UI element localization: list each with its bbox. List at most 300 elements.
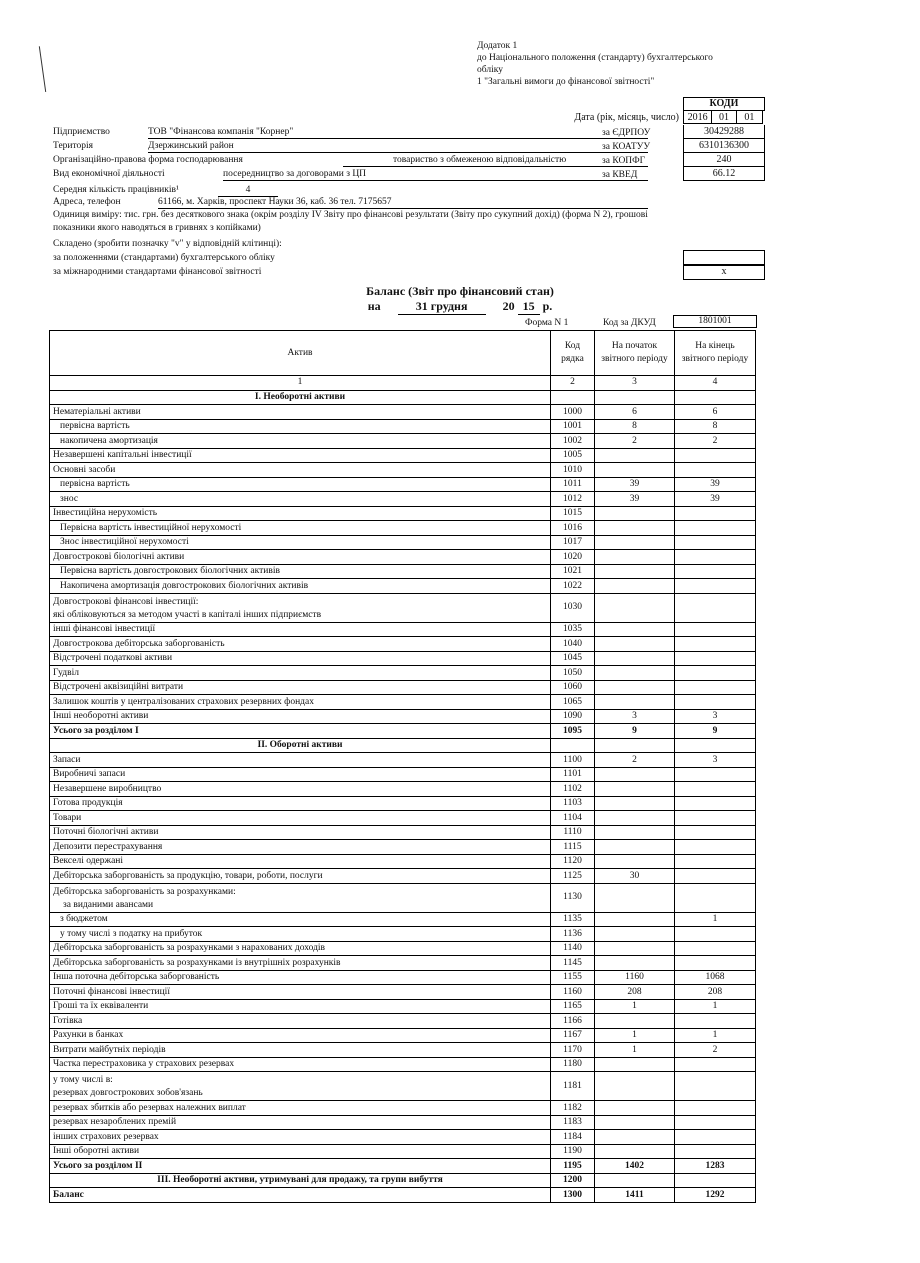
end-value-cell: [675, 666, 756, 681]
code-cell: 1140: [551, 941, 595, 956]
code-cell: 1195: [551, 1159, 595, 1174]
code-cell: 1103: [551, 796, 595, 811]
code-cell: 1190: [551, 1144, 595, 1159]
table-row: [50, 970, 756, 985]
start-value-cell: 208: [595, 985, 675, 1000]
row-label: Довгострокові біологічні активи: [50, 550, 551, 565]
code-cell: 1166: [551, 1014, 595, 1029]
row-label-line: за виданими авансами: [63, 899, 154, 910]
code-cell: 1030: [551, 593, 595, 622]
row-label: Нематеріальні активи: [50, 405, 551, 420]
code-cell: 1017: [551, 535, 595, 550]
code-cell: 1095: [551, 724, 595, 739]
code-cell: 1184: [551, 1130, 595, 1145]
table-row: [50, 825, 756, 840]
row-label: Частка перестраховика у страхових резервах: [50, 1057, 551, 1072]
end-value-cell: [675, 579, 756, 594]
kopfg-code: 240: [683, 153, 765, 167]
row-label: інші фінансові інвестиції: [50, 622, 551, 637]
table-row: [50, 463, 756, 478]
end-value-cell: [675, 1130, 756, 1145]
row-label: резервах незароблених премій: [50, 1115, 551, 1130]
end-value-cell: [675, 883, 756, 912]
end-value-cell: 1: [675, 912, 756, 927]
code-cell: 1010: [551, 463, 595, 478]
title-date-line: [0, 299, 920, 315]
date-cells: [683, 111, 763, 124]
addendum-note: [477, 40, 777, 88]
code-cell: 1060: [551, 680, 595, 695]
code-cell: 1021: [551, 564, 595, 579]
start-value-cell: 39: [595, 477, 675, 492]
table-row: [50, 448, 756, 463]
table-row: [50, 1144, 756, 1159]
end-value-cell: 208: [675, 985, 756, 1000]
staff-count: 4: [245, 185, 251, 195]
table-row: [50, 811, 756, 826]
col-asset-header: Актив: [50, 331, 551, 376]
table-row: [50, 912, 756, 927]
start-value-cell: [595, 390, 675, 405]
start-value-cell: 30: [595, 869, 675, 884]
code-cell: 1170: [551, 1043, 595, 1058]
start-value-cell: 1: [595, 1043, 675, 1058]
table-header-row: [50, 331, 756, 376]
end-value-cell: [675, 927, 756, 942]
dkud-code: 1801001: [673, 315, 757, 328]
start-value-cell: [595, 883, 675, 912]
end-value-cell: [675, 463, 756, 478]
start-value-cell: [595, 956, 675, 971]
national-standards-label: за положеннями (стандартами) бухгалтерського обліку: [53, 253, 275, 263]
dkud-label: Код за ДКУД: [603, 318, 656, 328]
code-cell: 1110: [551, 825, 595, 840]
end-value-cell: 2: [675, 1043, 756, 1058]
end-value-cell: [675, 767, 756, 782]
title-on: на: [367, 299, 381, 313]
start-value-cell: [595, 535, 675, 550]
table-row: [50, 724, 756, 739]
row-label: Депозити перестрахування: [50, 840, 551, 855]
start-value-cell: [595, 593, 675, 622]
code-cell: 1125: [551, 869, 595, 884]
code-cell: 1136: [551, 927, 595, 942]
code-cell: 1155: [551, 970, 595, 985]
row-label: Первісна вартість інвестиційної нерухомості: [50, 521, 551, 536]
row-label: Виробничі запаси: [50, 767, 551, 782]
code-cell: 1183: [551, 1115, 595, 1130]
start-value-cell: [595, 463, 675, 478]
code-cell: 1100: [551, 753, 595, 768]
col-number-2: 2: [551, 376, 595, 391]
end-value-cell: [675, 448, 756, 463]
table-row: [50, 709, 756, 724]
table-row: [50, 637, 756, 652]
row-label: Інші необоротні активи: [50, 709, 551, 724]
code-cell: 1045: [551, 651, 595, 666]
col-start-header: На початок звітного періоду: [595, 331, 675, 376]
row-label: Довгострокова дебіторська заборгованість: [50, 637, 551, 652]
row-label: Баланс: [50, 1188, 551, 1203]
row-label: Знос інвестиційної нерухомості: [50, 535, 551, 550]
start-value-cell: [595, 695, 675, 710]
code-cell: 1160: [551, 985, 595, 1000]
start-value-cell: [595, 579, 675, 594]
table-row: [50, 695, 756, 710]
end-value-cell: 3: [675, 709, 756, 724]
table-row: [50, 1101, 756, 1116]
start-value-cell: [595, 782, 675, 797]
start-value-cell: [595, 825, 675, 840]
table-row: [50, 1188, 756, 1203]
balance-table-body: [50, 390, 756, 1202]
row-label: [50, 593, 551, 622]
edrpou-code: 30429288: [683, 125, 765, 139]
start-value-cell: [595, 927, 675, 942]
start-value-cell: 1402: [595, 1159, 675, 1174]
col-number-3: 3: [595, 376, 675, 391]
title-date: 31 грудня: [398, 299, 486, 315]
row-label: Готівка: [50, 1014, 551, 1029]
start-value-cell: 8: [595, 419, 675, 434]
addendum-line: Додаток 1: [477, 41, 518, 51]
end-value-cell: [675, 637, 756, 652]
end-value-cell: [675, 1014, 756, 1029]
end-value-cell: [675, 840, 756, 855]
row-label: первісна вартість: [50, 419, 551, 434]
start-value-cell: [595, 796, 675, 811]
start-value-cell: [595, 666, 675, 681]
code-cell: 1040: [551, 637, 595, 652]
code-cell: 1115: [551, 840, 595, 855]
end-value-cell: 1283: [675, 1159, 756, 1174]
end-value-cell: [675, 680, 756, 695]
code-cell: [551, 738, 595, 753]
section-header-row: [50, 738, 756, 753]
start-value-cell: [595, 521, 675, 536]
table-row: [50, 1057, 756, 1072]
start-value-cell: 3: [595, 709, 675, 724]
activity-name: посередництво за договорами з ЦП: [223, 169, 367, 179]
date-year: 2016: [683, 111, 712, 124]
code-cell: 1120: [551, 854, 595, 869]
enterprise-name: ТОВ "Фінансова компанія "Корнер": [148, 127, 294, 137]
row-label: резервах збитків або резервах належних виплат: [50, 1101, 551, 1116]
form-number: Форма N 1: [525, 318, 569, 328]
end-value-cell: [675, 695, 756, 710]
start-value-cell: 2: [595, 434, 675, 449]
code-cell: 1300: [551, 1188, 595, 1203]
code-cell: 1035: [551, 622, 595, 637]
org-form-label: Організаційно-правова форма господарювання: [53, 155, 243, 165]
row-label-line: Дебіторська заборгованість за розрахунками:: [53, 886, 236, 897]
start-value-cell: [595, 1014, 675, 1029]
table-row: [50, 767, 756, 782]
code-cell: 1050: [551, 666, 595, 681]
table-row: [50, 941, 756, 956]
date-day: 01: [737, 111, 763, 124]
start-value-cell: [595, 854, 675, 869]
start-value-cell: [595, 840, 675, 855]
row-label-line: у тому числі в:: [53, 1075, 113, 1085]
table-row: [50, 927, 756, 942]
end-value-cell: 39: [675, 492, 756, 507]
page-title: Баланс (Звіт про фінансовий стан): [366, 284, 554, 298]
end-value-cell: 6: [675, 405, 756, 420]
end-value-cell: [675, 854, 756, 869]
row-label: Інвестиційна нерухомість: [50, 506, 551, 521]
code-cell: 1182: [551, 1101, 595, 1116]
koatuu-code: 6310136300: [683, 139, 765, 153]
row-label: Гроші та їх еквіваленти: [50, 999, 551, 1014]
title-year: 15: [518, 299, 540, 315]
end-value-cell: [675, 1072, 756, 1101]
table-row: [50, 869, 756, 884]
col-end-header: На кінець звітного періоду: [675, 331, 756, 376]
addendum-line: 1 "Загальні вимоги до фінансової звітності": [477, 77, 655, 87]
end-value-cell: [675, 535, 756, 550]
start-value-cell: 6: [595, 405, 675, 420]
end-value-cell: [675, 941, 756, 956]
code-cell: 1130: [551, 883, 595, 912]
units-line-2: показники якого наводяться в гривнях з копійками): [53, 223, 261, 233]
table-row: [50, 492, 756, 507]
row-label: Усього за розділом I: [50, 724, 551, 739]
row-label: Запаси: [50, 753, 551, 768]
table-row: [50, 956, 756, 971]
code-cell: 1015: [551, 506, 595, 521]
end-value-cell: [675, 956, 756, 971]
code-cell: 1016: [551, 521, 595, 536]
row-label: Готова продукція: [50, 796, 551, 811]
territory-label: Територія: [53, 141, 94, 151]
table-row: [50, 477, 756, 492]
row-label: з бюджетом: [50, 912, 551, 927]
code-cell: 1102: [551, 782, 595, 797]
org-form-name: товариство з обмеженою відповідальністю: [393, 155, 567, 165]
start-value-cell: [595, 448, 675, 463]
end-value-cell: [675, 738, 756, 753]
end-value-cell: 2: [675, 434, 756, 449]
addendum-line: обліку: [477, 65, 503, 75]
code-cell: 1200: [551, 1173, 595, 1188]
end-value-cell: [675, 869, 756, 884]
start-value-cell: [595, 1115, 675, 1130]
units-line-1: Одиниця виміру: тис. грн. без десяткового знака (окрім розділу IV Звіту про фінансові результати (Звіту про сукупний дохід) (форма N 2), грошові: [53, 210, 648, 220]
row-label: Дебіторська заборгованість за розрахунками із внутрішніх розрахунків: [50, 956, 551, 971]
code-cell: 1065: [551, 695, 595, 710]
staff-label: Середня кількість працівників¹: [53, 185, 179, 195]
col-number-4: 4: [675, 376, 756, 391]
start-value-cell: 1: [595, 1028, 675, 1043]
table-row: [50, 521, 756, 536]
start-value-cell: [595, 506, 675, 521]
row-label: Векселі одержані: [50, 854, 551, 869]
date-label: Дата (рік, місяць, число): [574, 112, 679, 123]
end-value-cell: [675, 390, 756, 405]
start-value-cell: [595, 811, 675, 826]
start-value-cell: [595, 550, 675, 565]
address-label: Адреса, телефон: [53, 197, 121, 207]
table-number-row: [50, 376, 756, 391]
end-value-cell: 39: [675, 477, 756, 492]
row-label: Інша поточна дебіторська заборгованість: [50, 970, 551, 985]
section-title: II. Оборотні активи: [50, 738, 551, 753]
codes-title: КОДИ: [683, 97, 765, 111]
start-value-cell: 1: [595, 999, 675, 1014]
kopfg-label: за КОПФГ: [602, 156, 646, 166]
row-label-line: резервах довгострокових зобов'язань: [53, 1088, 203, 1098]
table-row: [50, 796, 756, 811]
end-value-cell: [675, 1101, 756, 1116]
end-value-cell: [675, 825, 756, 840]
row-label: інших страхових резервах: [50, 1130, 551, 1145]
end-value-cell: [675, 796, 756, 811]
table-row: [50, 434, 756, 449]
table-row: [50, 1115, 756, 1130]
activity-label: Вид економічної діяльності: [53, 169, 165, 179]
start-value-cell: [595, 1057, 675, 1072]
end-value-cell: [675, 1115, 756, 1130]
addendum-line: до Національного положення (стандарту) бухгалтерського: [477, 53, 713, 63]
kved-label: за КВЕД: [602, 170, 638, 180]
end-value-cell: [675, 651, 756, 666]
code-cell: 1181: [551, 1072, 595, 1101]
section-header-row: [50, 390, 756, 405]
start-value-cell: [595, 1101, 675, 1116]
address-value: [158, 196, 648, 209]
code-cell: 1180: [551, 1057, 595, 1072]
code-cell: 1104: [551, 811, 595, 826]
pen-mark: [39, 46, 48, 92]
table-row: [50, 782, 756, 797]
row-label: Первісна вартість довгострокових біологічних активів: [50, 564, 551, 579]
territory-name: Дзержинський район: [148, 141, 234, 151]
enterprise-value: [148, 126, 651, 139]
start-value-cell: [595, 1130, 675, 1145]
title-year-prefix: 20: [502, 299, 515, 313]
row-label: Відстрочені аквізиційні витрати: [50, 680, 551, 695]
code-cell: 1012: [551, 492, 595, 507]
start-value-cell: 1411: [595, 1188, 675, 1203]
table-row: [50, 680, 756, 695]
end-value-cell: 3: [675, 753, 756, 768]
row-label: Дебіторська заборгованість за продукцію, товари, роботи, послуги: [50, 869, 551, 884]
end-value-cell: [675, 1144, 756, 1159]
table-row: [50, 535, 756, 550]
code-cell: 1002: [551, 434, 595, 449]
code-cell: 1090: [551, 709, 595, 724]
compiled-label: Складено (зробити позначку "v" у відповідній клітинці):: [53, 239, 282, 249]
row-label: [50, 883, 551, 912]
table-row: [50, 651, 756, 666]
row-label: у тому числі з податку на прибуток: [50, 927, 551, 942]
row-label: Незавершені капітальні інвестиції: [50, 448, 551, 463]
international-standards-label: за міжнародними стандартами фінансової звітності: [53, 267, 262, 277]
table-row: [50, 1072, 756, 1101]
end-value-cell: [675, 1057, 756, 1072]
row-label: [50, 1072, 551, 1101]
start-value-cell: [595, 941, 675, 956]
code-cell: 1001: [551, 419, 595, 434]
table-row: [50, 564, 756, 579]
end-value-cell: [675, 506, 756, 521]
code-cell: 1145: [551, 956, 595, 971]
table-row: [50, 1043, 756, 1058]
table-row: [50, 593, 756, 622]
start-value-cell: [595, 651, 675, 666]
start-value-cell: [595, 1072, 675, 1101]
enterprise-label: Підприємство: [53, 127, 110, 137]
date-month: 01: [712, 111, 736, 124]
end-value-cell: 1: [675, 1028, 756, 1043]
row-label-line: які обліковуються за методом участі в капіталі інших підприємств: [53, 609, 322, 620]
table-row: [50, 550, 756, 565]
row-label: Накопичена амортизація довгострокових біологічних активів: [50, 579, 551, 594]
end-value-cell: 1068: [675, 970, 756, 985]
end-value-cell: [675, 1173, 756, 1188]
row-label: Усього за розділом II: [50, 1159, 551, 1174]
end-value-cell: [675, 782, 756, 797]
table-row: [50, 1173, 756, 1188]
end-value-cell: [675, 521, 756, 536]
start-value-cell: [595, 738, 675, 753]
start-value-cell: [595, 564, 675, 579]
row-label: Залишок коштів у централізованих страхових резервних фондах: [50, 695, 551, 710]
end-value-cell: [675, 564, 756, 579]
international-standards-checkbox[interactable]: x: [683, 264, 765, 280]
code-cell: [551, 390, 595, 405]
table-row: [50, 1130, 756, 1145]
table-row: [50, 506, 756, 521]
col-code-header: Код рядка: [551, 331, 595, 376]
code-cell: 1135: [551, 912, 595, 927]
end-value-cell: [675, 593, 756, 622]
table-row: [50, 419, 756, 434]
table-row: [50, 1159, 756, 1174]
table-row: [50, 579, 756, 594]
start-value-cell: [595, 1173, 675, 1188]
row-label: Основні засоби: [50, 463, 551, 478]
territory-value: [148, 140, 651, 153]
end-value-cell: 8: [675, 419, 756, 434]
row-label: Відстрочені податкові активи: [50, 651, 551, 666]
balance-table: [49, 330, 756, 1203]
row-label: III. Необоротні активи, утримувані для продажу, та групи вибуття: [50, 1173, 551, 1188]
table-row: [50, 999, 756, 1014]
code-cell: 1165: [551, 999, 595, 1014]
start-value-cell: [595, 1144, 675, 1159]
table-row: [50, 854, 756, 869]
row-label: Товари: [50, 811, 551, 826]
row-label: Поточні фінансові інвестиції: [50, 985, 551, 1000]
table-row: [50, 840, 756, 855]
table-row: [50, 622, 756, 637]
end-value-cell: [675, 811, 756, 826]
code-cell: 1020: [551, 550, 595, 565]
code-cell: 1022: [551, 579, 595, 594]
code-cell: 1011: [551, 477, 595, 492]
row-label: первісна вартість: [50, 477, 551, 492]
row-label: знос: [50, 492, 551, 507]
row-label: Інші оборотні активи: [50, 1144, 551, 1159]
start-value-cell: [595, 912, 675, 927]
row-label: Дебіторська заборгованість за розрахунками з нарахованих доходів: [50, 941, 551, 956]
start-value-cell: 1160: [595, 970, 675, 985]
start-value-cell: [595, 767, 675, 782]
koatuu-label: за КОАТУУ: [602, 142, 651, 152]
code-cell: 1167: [551, 1028, 595, 1043]
